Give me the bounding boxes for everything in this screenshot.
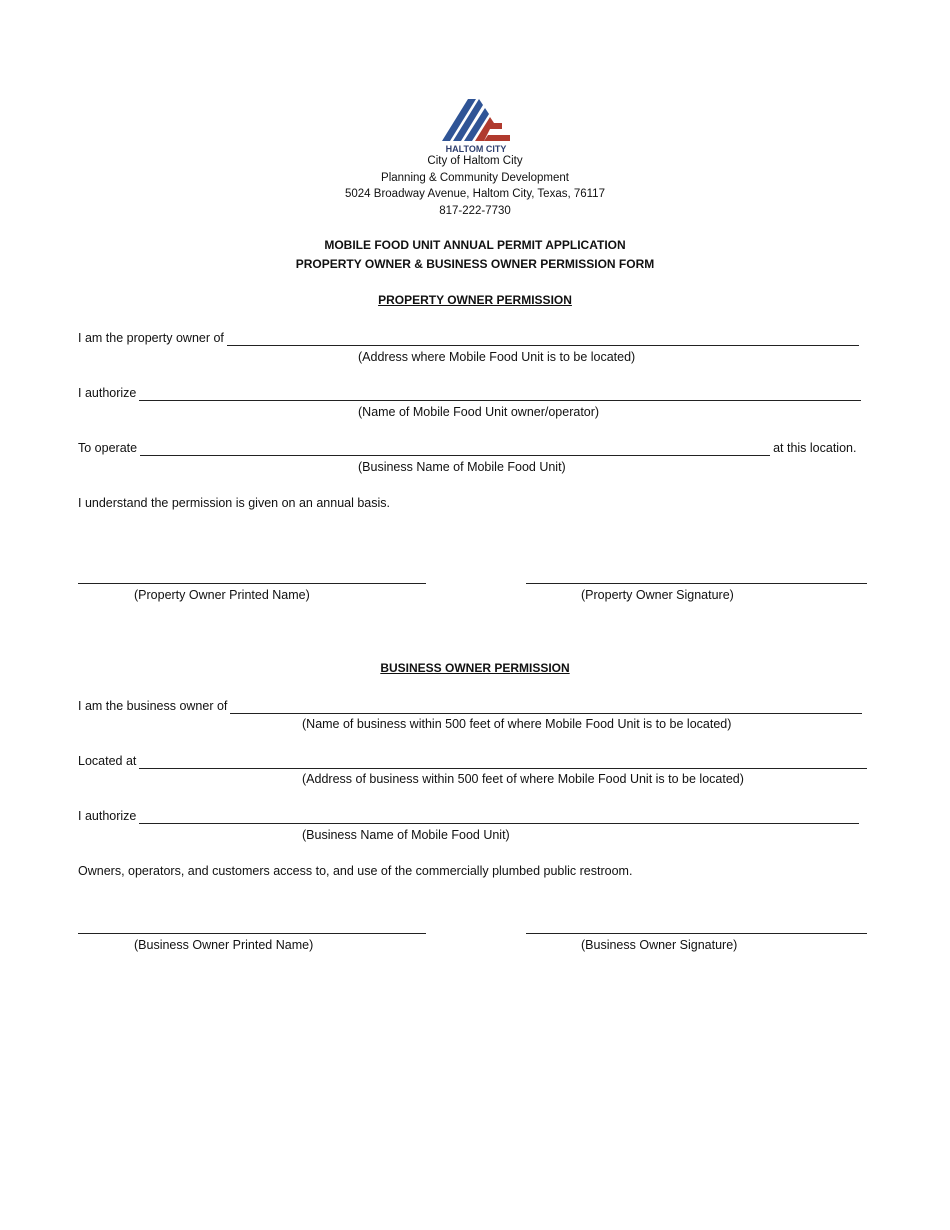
located-at-caption: (Address of business within 500 feet of where Mobile Food Unit is to be located)	[302, 772, 744, 786]
located-at-label: Located at	[78, 754, 137, 768]
authorize-operator-row	[78, 385, 861, 401]
authorize-operator-caption: (Name of Mobile Food Unit owner/operator)	[358, 405, 600, 419]
city-address: 5024 Broadway Avenue, Haltom City, Texas, 76117	[345, 188, 605, 200]
business-owner-signature-caption: (Business Owner Signature)	[581, 938, 738, 952]
property-address-label: I am the property owner of	[78, 331, 224, 345]
property-address-row	[78, 330, 859, 346]
located-at-field[interactable]	[139, 756, 867, 769]
authorize-operator-label: I authorize	[78, 386, 137, 400]
property-owner-printed-name-field[interactable]	[78, 582, 426, 584]
business-authorize-field[interactable]	[139, 811, 859, 824]
operate-business-name-field[interactable]	[140, 443, 770, 456]
operate-row	[78, 440, 856, 456]
form-title-line1: MOBILE FOOD UNIT ANNUAL PERMIT APPLICATION	[324, 238, 626, 252]
business-authorize-row	[78, 808, 859, 824]
business-name-caption: (Name of business within 500 feet of where Mobile Food Unit is to be located)	[302, 717, 732, 731]
property-owner-section-title: PROPERTY OWNER PERMISSION	[378, 293, 572, 307]
form-title-line2: PROPERTY OWNER & BUSINESS OWNER PERMISSION FORM	[295, 257, 655, 271]
operate-suffix: at this location.	[773, 441, 857, 455]
business-authorize-caption: (Business Name of Mobile Food Unit)	[302, 828, 510, 842]
haltom-city-logo	[438, 95, 514, 155]
business-authorize-label: I authorize	[78, 809, 137, 823]
operate-caption: (Business Name of Mobile Food Unit)	[358, 460, 566, 474]
department-name: Planning & Community Development	[381, 172, 569, 184]
business-owner-printed-name-caption: (Business Owner Printed Name)	[134, 938, 314, 952]
property-address-field[interactable]	[227, 333, 859, 346]
business-name-label: I am the business owner of	[78, 699, 228, 713]
city-name: City of Haltom City	[427, 155, 523, 167]
authorize-operator-field[interactable]	[139, 388, 861, 401]
property-address-caption: (Address where Mobile Food Unit is to be located)	[358, 350, 636, 364]
business-owner-section-title: BUSINESS OWNER PERMISSION	[380, 661, 570, 675]
property-owner-signature-caption: (Property Owner Signature)	[581, 588, 734, 602]
business-owner-signature-field[interactable]	[526, 932, 867, 934]
city-phone: 817-222-7730	[439, 205, 511, 217]
business-name-row	[78, 698, 862, 714]
business-name-field[interactable]	[230, 701, 862, 714]
property-owner-printed-name-caption: (Property Owner Printed Name)	[134, 588, 310, 602]
property-owner-signature-field[interactable]	[526, 582, 867, 584]
operate-label: To operate	[78, 441, 138, 455]
business-owner-printed-name-field[interactable]	[78, 932, 426, 934]
restroom-access-statement: Owners, operators, and customers access to, and use of the commercially plumbed public restroom.	[78, 864, 633, 878]
located-at-row	[78, 753, 867, 769]
annual-basis-statement: I understand the permission is given on an annual basis.	[78, 496, 390, 510]
logo-red-base	[484, 135, 510, 141]
logo-text: HALTOM CITY	[445, 144, 507, 154]
